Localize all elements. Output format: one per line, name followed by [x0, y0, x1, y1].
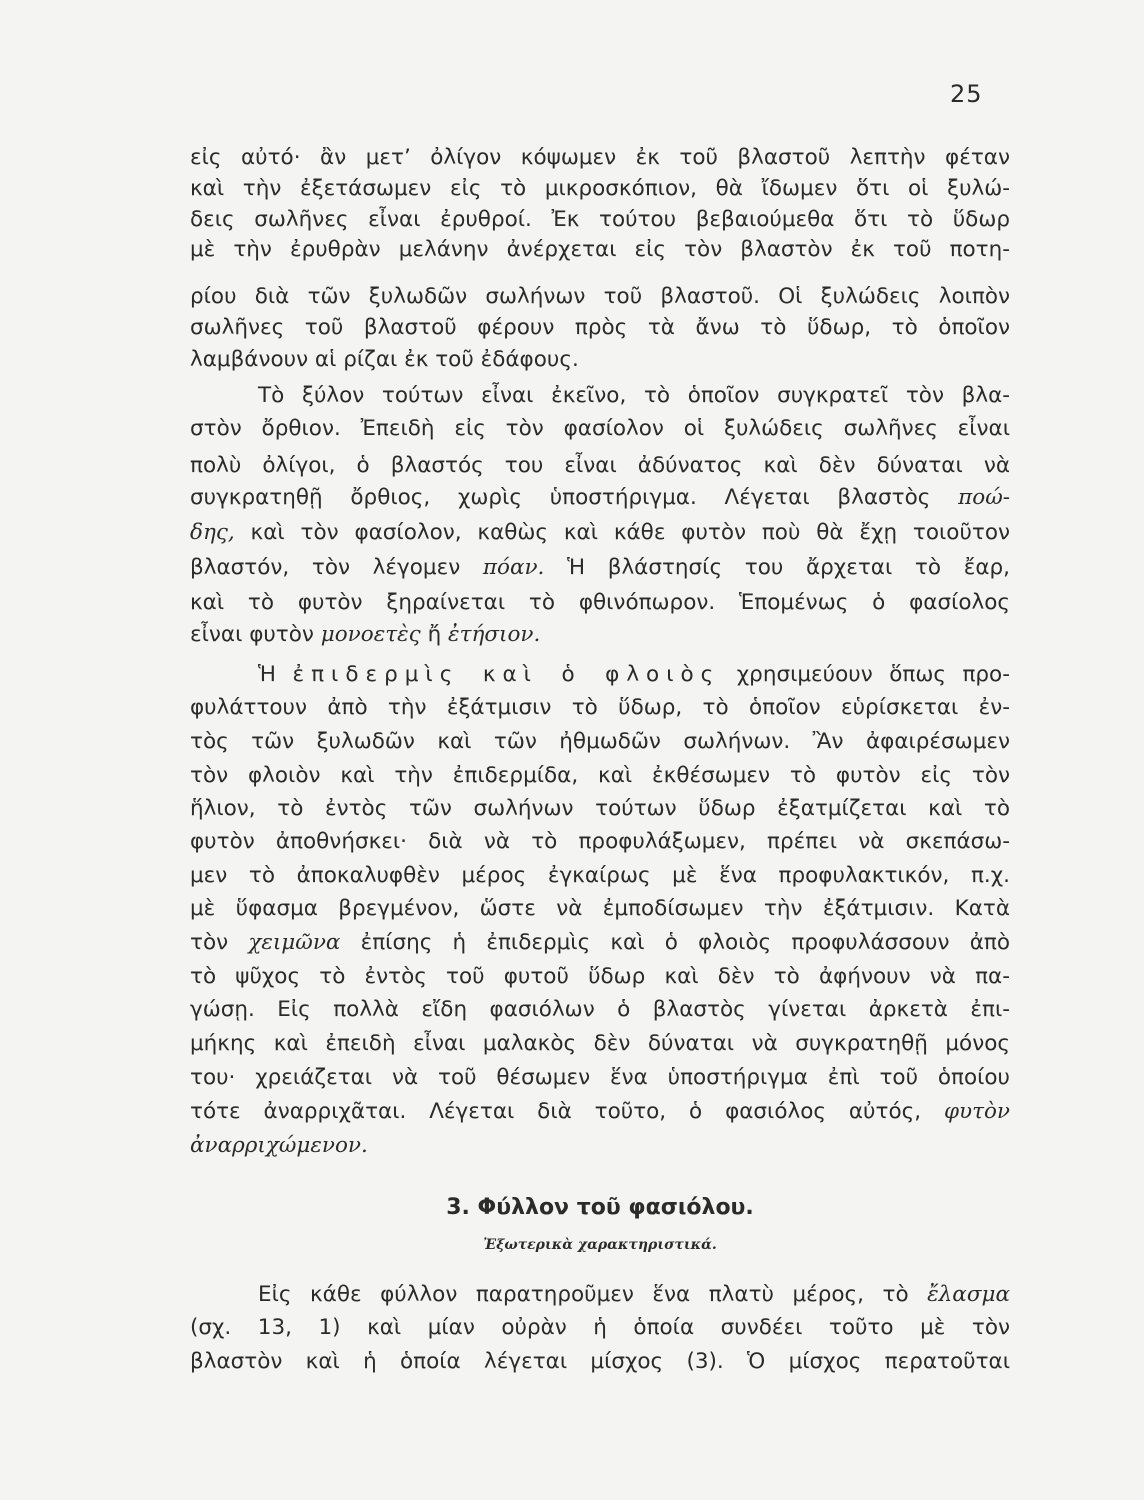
- text-line: στὸν ὄρθιον. Ἐπειδὴ εἰς τὸν φασίολον οἱ ξυλώδεις σωλῆνες εἶναι: [190, 416, 1010, 441]
- text-line: [190, 1131, 1010, 1161]
- text-line: εἰς αὐτό· ἂν μετ’ ὀλίγον κόψωμεν ἐκ τοῦ βλαστοῦ λεπτὴν φέταν: [190, 145, 1010, 170]
- text-span: χρησιμεύουν ὅπως προ-: [736, 662, 1010, 687]
- text-line: [190, 1097, 1010, 1127]
- text-line: ἥλιον, τὸ ἐντὸς τῶν σωλήνων τούτων ὕδωρ ἐξατμίζεται καὶ τὸ: [190, 796, 1010, 821]
- text-line: τὸς τῶν ξυλωδῶν καὶ τῶν ἠθμωδῶν σωλήνων. Ἂν ἀφαιρέσωμεν: [190, 729, 1010, 754]
- text-span: ἐπίσης ἡ ἐπιδερμὶς καὶ ὁ φλοιὸς προφυλάσσουν ἀπὸ: [360, 930, 1010, 955]
- page-number: 25: [950, 80, 983, 108]
- text-line: φυλάττουν ἀπὸ τὴν ἐξάτμισιν τὸ ὕδωρ, τὸ ὁποῖον εὑρίσκεται ἐν-: [190, 695, 1010, 720]
- text-line: λαμβάνουν αἱ ρίζαι ἐκ τοῦ ἐδάφους.: [190, 347, 579, 372]
- text-line: σωλῆνες τοῦ βλαστοῦ φέρουν πρὸς τὰ ἄνω τὸ ὕδωρ, τὸ ὁποῖον: [190, 315, 1010, 340]
- text-span: τὸν: [190, 930, 229, 955]
- term-poa: πόαν.: [482, 555, 545, 580]
- term-etision: ἐτήσιον.: [448, 622, 541, 647]
- text-span: καὶ τὸν φασίολον, καθὼς καὶ κάθε φυτὸν ποὺ θὰ ἔχῃ τοιοῦτον: [250, 520, 1010, 545]
- term-poodis: δης,: [190, 520, 235, 545]
- text-line: τὸ ψῦχος τὸ ἐντὸς τοῦ φυτοῦ ὕδωρ καὶ δὲν τὸ ἀφήνουν νὰ πα-: [190, 964, 1010, 989]
- term-epidermis: ἐπιδερμὶς καὶ ὁ φλοιὸς: [292, 662, 721, 687]
- text-line: μεν τὸ ἀποκαλυφθὲν μέρος ἐγκαίρως μὲ ἕνα προφυλακτικόν, π.χ.: [190, 863, 1010, 888]
- text-span: Ἡ βλάστησίς του ἄρχεται τὸ ἔαρ,: [567, 555, 1010, 580]
- term-anarrichomenon: ἀναρριχώμενον.: [190, 1133, 368, 1158]
- text-line: Τὸ ξύλον τούτων εἶναι ἐκεῖνο, τὸ ὁποῖον συγκρατεῖ τὸν βλα-: [258, 383, 1010, 408]
- text-line: γώσῃ. Εἰς πολλὰ εἴδη φασιόλων ὁ βλαστὸς γίνεται ἀρκετὰ ἐπι-: [190, 997, 1010, 1022]
- text-line: [190, 518, 1010, 548]
- text-line: μὲ ὕφασμα βρεγμένον, ὥστε νὰ ἐμποδίσωμεν τὴν ἐξάτμισιν. Κατὰ: [190, 896, 1010, 921]
- text-line: του· χρειάζεται νὰ τοῦ θέσωμεν ἕνα ὑποστήριγμα ἐπὶ τοῦ ὁποίου: [190, 1065, 1010, 1090]
- text-line: [258, 1280, 1010, 1310]
- text-span: τότε ἀναρριχᾶται. Λέγεται διὰ τοῦτο, ὁ φασιόλος αὐτός,: [190, 1099, 922, 1124]
- term-monoetes: μονοετὲς: [320, 622, 421, 647]
- text-line: μὲ τὴν ἐρυθρὰν μελάνην ἀνέρχεται εἰς τὸν βλαστὸν ἐκ τοῦ ποτη-: [190, 237, 1010, 262]
- text-span: εἶναι φυτὸν: [190, 622, 314, 647]
- text-line: [258, 660, 1010, 690]
- text-line: φυτὸν ἀποθνήσκει· διὰ νὰ τὸ προφυλάξωμεν, πρέπει νὰ σκεπάσω-: [190, 829, 1010, 854]
- text-line: μήκης καὶ ἐπειδὴ εἶναι μαλακὸς δὲν δύναται νὰ συγκρατηθῇ μόνος: [190, 1031, 1010, 1056]
- text-span: ἤ: [427, 622, 442, 647]
- text-span: συγκρατηθῇ ὄρθιος, χωρὶς ὑποστήριγμα. Λέγεται βλαστὸς: [190, 485, 931, 510]
- text-line: τὸν φλοιὸν καὶ τὴν ἐπιδερμίδα, καὶ ἐκθέσωμεν τὸ φυτὸν εἰς τὸν: [190, 763, 1010, 788]
- term-poodis: ποώ-: [958, 485, 1010, 510]
- section-subheading: Ἐξωτερικὰ χαρακτηριστικά.: [483, 1237, 717, 1253]
- term-cheimona: χειμῶνα: [248, 930, 341, 955]
- text-line: [190, 553, 1010, 583]
- section-heading: 3. Φύλλον τοῦ φασιόλου.: [446, 1195, 754, 1220]
- text-line: [190, 483, 1010, 513]
- text-line: ρίου διὰ τῶν ξυλωδῶν σωλήνων τοῦ βλαστοῦ. Οἱ ξυλώδεις λοιπὸν: [190, 284, 1010, 309]
- term-elasma: ἔλασμα: [927, 1282, 1010, 1307]
- term-fyton: φυτὸν: [943, 1099, 1010, 1124]
- text-line: καὶ τὸ φυτὸν ξηραίνεται τὸ φθινόπωρον. Ἑπομένως ὁ φασίολος: [190, 590, 1010, 615]
- text-line: καὶ τὴν ἐξετάσωμεν εἰς τὸ μικροσκόπιον, θὰ ἴδωμεν ὅτι οἱ ξυλώ-: [190, 176, 1010, 201]
- text-span: Ἡ: [258, 662, 276, 687]
- text-line: δεις σωλῆνες εἶναι ἐρυθροί. Ἐκ τούτου βεβαιούμεθα ὅτι τὸ ὕδωρ: [190, 207, 1010, 232]
- text-span: βλαστόν, τὸν λέγομεν: [190, 555, 461, 580]
- text-line: [190, 620, 1010, 650]
- text-line: βλαστὸν καὶ ἡ ὁποία λέγεται μίσχος (3). Ὁ μίσχος περατοῦται: [190, 1349, 1010, 1374]
- text-line: [190, 928, 1010, 958]
- text-span: Εἰς κάθε φύλλον παρατηροῦμεν ἕνα πλατὺ μέρος, τὸ: [258, 1282, 909, 1307]
- text-line: πολὺ ὀλίγοι, ὁ βλαστός του εἶναι ἀδύνατος καὶ δὲν δύναται νὰ: [190, 453, 1010, 478]
- text-line: (σχ. 13, 1) καὶ μίαν οὐρὰν ἡ ὁποία συνδέει τοῦτο μὲ τὸν: [190, 1315, 1010, 1340]
